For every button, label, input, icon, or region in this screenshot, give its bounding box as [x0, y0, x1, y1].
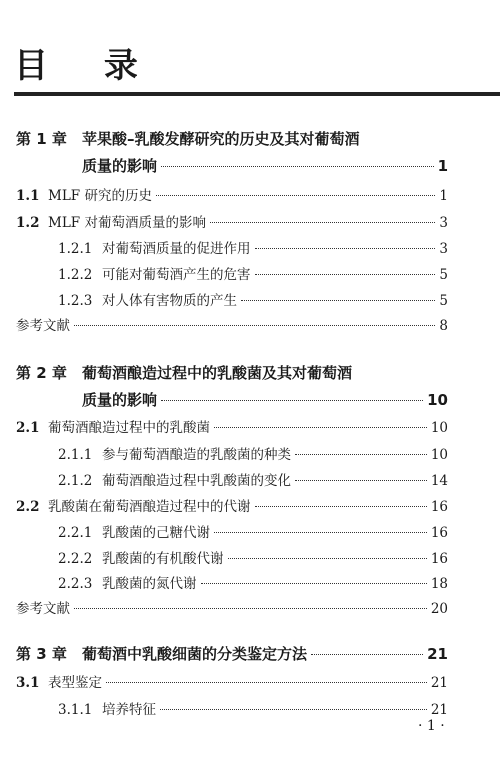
leader-dots — [156, 195, 435, 196]
page-ref: 21 — [430, 675, 448, 691]
section-number: 2.1 — [16, 420, 40, 436]
section-title: MLF 对葡萄酒质量的影响 — [48, 215, 206, 231]
toc-subsection-1-2-2[interactable] — [58, 263, 448, 283]
leader-dots — [74, 325, 435, 326]
toc-subsection-2-1-2[interactable] — [58, 469, 448, 489]
subsection-title: 培养特征 — [102, 702, 156, 718]
leader-dots — [295, 454, 427, 455]
toc-subsection-2-1-1[interactable] — [58, 443, 448, 463]
section-number: 3.1 — [16, 675, 40, 691]
leader-dots — [295, 480, 427, 481]
toc-subsection-1-2-3[interactable] — [58, 289, 448, 309]
leader-dots — [106, 682, 427, 683]
page-ref: 10 — [430, 420, 448, 436]
section-title: 表型鉴定 — [48, 675, 102, 691]
section-number: 1.2 — [16, 215, 40, 231]
section-title: MLF 研究的历史 — [48, 188, 152, 204]
page-ref: 21 — [430, 702, 448, 718]
leader-dots — [161, 400, 423, 401]
toc-subsection-2-2-3[interactable] — [58, 572, 448, 592]
toc-subsection-3-1-1[interactable] — [58, 698, 448, 718]
chapter-title: 葡萄酒中乳酸细菌的分类鉴定方法 — [82, 645, 308, 663]
toc-chapter-2[interactable] — [16, 362, 486, 383]
subsection-number: 1.2.3 — [58, 293, 93, 309]
page-ref: 16 — [430, 551, 448, 567]
leader-dots — [201, 583, 427, 584]
subsection-title: 参与葡萄酒酿造的乳酸菌的种类 — [102, 447, 291, 463]
page-ref: 1 — [439, 188, 448, 204]
section-number: 2.2 — [16, 499, 40, 515]
page-ref: 3 — [439, 241, 448, 257]
page-ref: 14 — [430, 473, 448, 489]
leader-dots — [210, 222, 435, 223]
toc-chapter-3[interactable] — [16, 643, 448, 664]
toc-references-2[interactable] — [16, 597, 448, 617]
leader-dots — [255, 506, 427, 507]
toc-subsection-1-2-1[interactable] — [58, 237, 448, 257]
page-ref: 1 — [437, 157, 448, 175]
toc-section-1-1[interactable] — [16, 184, 448, 204]
page-ref: 16 — [430, 525, 448, 541]
page-number: · 1 · — [418, 718, 445, 734]
chapter-title: 苹果酸–乳酸发酵研究的历史及其对葡萄酒 — [82, 130, 360, 148]
leader-dots — [241, 300, 435, 301]
subsection-title: 乳酸菌的氮代谢 — [102, 576, 197, 592]
toc-section-2-2[interactable] — [16, 495, 448, 515]
chapter-number: 第 1 章 — [16, 130, 67, 148]
leader-dots — [214, 532, 427, 533]
toc-section-1-2[interactable] — [16, 211, 448, 231]
toc-chapter-1-cont[interactable] — [82, 155, 448, 176]
subsection-title: 对葡萄酒质量的促进作用 — [102, 241, 251, 257]
subsection-title: 对人体有害物质的产生 — [102, 293, 237, 309]
subsection-title: 乳酸菌的己糖代谢 — [102, 525, 210, 541]
section-title: 乳酸菌在葡萄酒酿造过程中的代谢 — [48, 499, 251, 515]
leader-dots — [228, 558, 427, 559]
toc-section-2-1[interactable] — [16, 416, 448, 436]
section-number: 1.1 — [16, 188, 40, 204]
toc-chapter-2-cont[interactable] — [82, 389, 448, 410]
leader-dots — [160, 709, 427, 710]
leader-dots — [311, 654, 423, 655]
chapter-title-cont: 质量的影响 — [82, 391, 158, 409]
toc-subsection-2-2-1[interactable] — [58, 521, 448, 541]
section-title: 葡萄酒酿造过程中的乳酸菌 — [48, 420, 210, 436]
references-label: 参考文献 — [16, 601, 70, 617]
page-ref: 16 — [430, 499, 448, 515]
page-ref: 10 — [427, 391, 448, 409]
page-ref: 5 — [439, 293, 448, 309]
chapter-title-cont: 质量的影响 — [82, 157, 158, 175]
page-ref: 21 — [427, 645, 448, 663]
chapter-number: 第 3 章 — [16, 645, 67, 663]
leader-dots — [214, 427, 427, 428]
page-ref: 3 — [439, 215, 448, 231]
page-ref: 20 — [430, 601, 448, 617]
subsection-number: 1.2.2 — [58, 267, 93, 283]
subsection-number: 2.1.2 — [58, 473, 93, 489]
toc-references-1[interactable] — [16, 314, 448, 334]
toc-section-3-1[interactable] — [16, 671, 448, 691]
leader-dots — [255, 248, 436, 249]
page-title: 目 录 — [14, 46, 160, 86]
page-ref: 10 — [430, 447, 448, 463]
toc-chapter-1[interactable] — [16, 128, 486, 149]
page-ref: 18 — [430, 576, 448, 592]
subsection-title: 葡萄酒酿造过程中乳酸菌的变化 — [102, 473, 291, 489]
leader-dots — [161, 166, 434, 167]
subsection-number: 2.2.2 — [58, 551, 93, 567]
references-label: 参考文献 — [16, 318, 70, 334]
subsection-number: 3.1.1 — [58, 702, 93, 718]
subsection-number: 2.1.1 — [58, 447, 93, 463]
leader-dots — [74, 608, 427, 609]
chapter-number: 第 2 章 — [16, 364, 67, 382]
subsection-title: 可能对葡萄酒产生的危害 — [102, 267, 251, 283]
toc-subsection-2-2-2[interactable] — [58, 547, 448, 567]
subsection-number: 2.2.1 — [58, 525, 93, 541]
subsection-number: 1.2.1 — [58, 241, 93, 257]
chapter-title: 葡萄酒酿造过程中的乳酸菌及其对葡萄酒 — [82, 364, 353, 382]
subsection-number: 2.2.3 — [58, 576, 93, 592]
leader-dots — [255, 274, 436, 275]
page-ref: 8 — [439, 318, 448, 334]
subsection-title: 乳酸菌的有机酸代谢 — [102, 551, 224, 567]
page-ref: 5 — [439, 267, 448, 283]
